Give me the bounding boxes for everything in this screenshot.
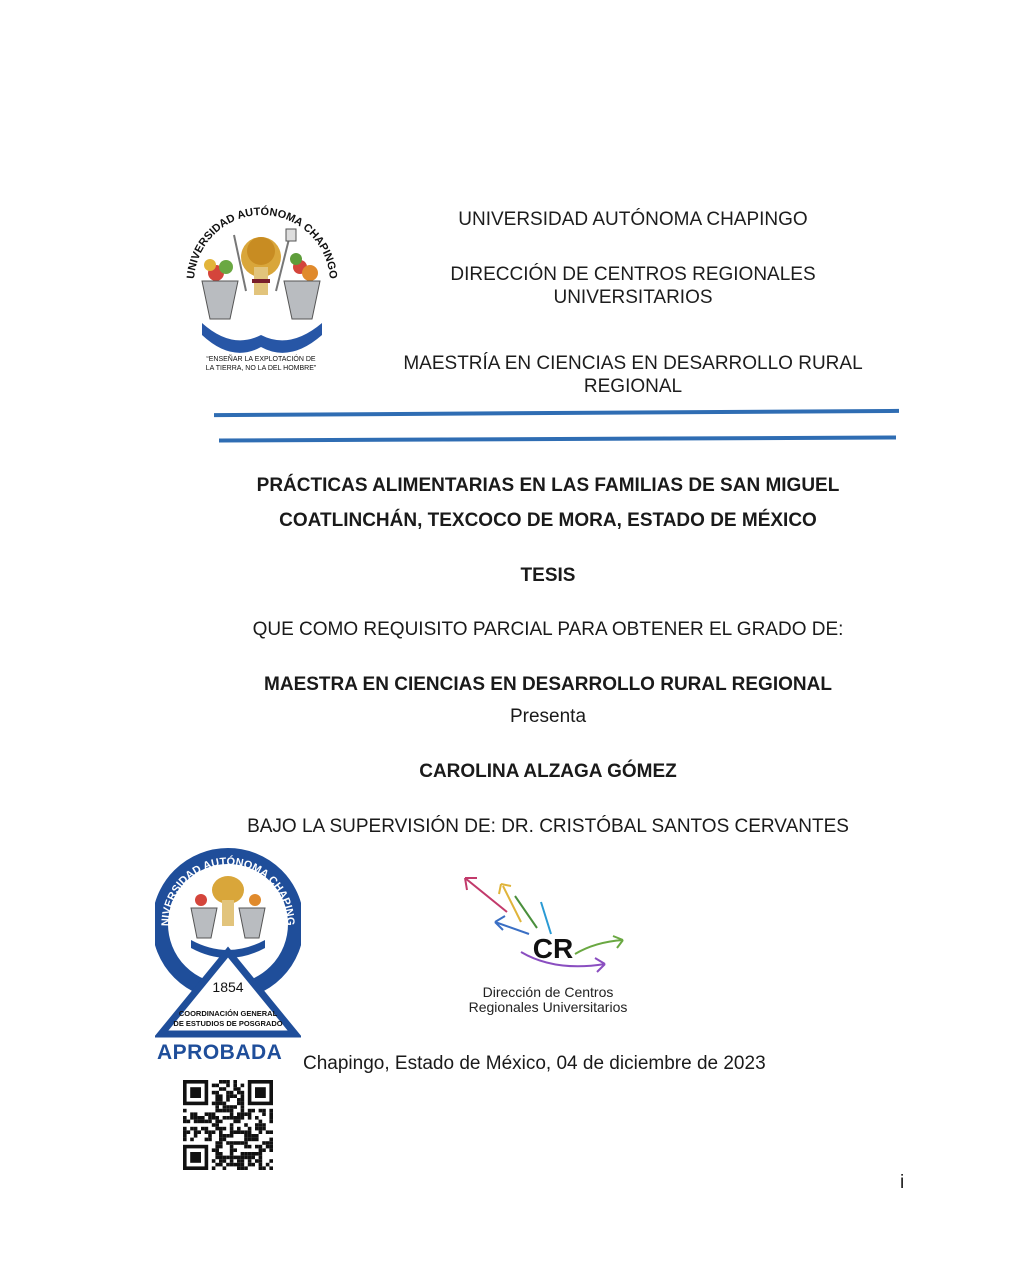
approval-status: APROBADA (157, 1041, 283, 1064)
seal-coord-line2: DE ESTUDIOS DE POSGRADO (173, 1019, 283, 1028)
qr-code (183, 1080, 273, 1170)
document-type: TESIS (520, 565, 576, 586)
seal-year: 1854 (212, 979, 244, 995)
direction-line2: UNIVERSITARIOS (553, 287, 713, 308)
requirement-text: QUE COMO REQUISITO PARCIAL PARA OBTENER EL GRADO DE: (252, 619, 844, 640)
presenta-label: Presenta (509, 706, 587, 727)
seal-coord-line1: COORDINACIÓN GENERAL (178, 1009, 278, 1018)
author-name: CAROLINA ALZAGA GÓMEZ (419, 761, 677, 782)
header-rule-bottom (219, 436, 896, 443)
dcru-caption-line1: Dirección de Centros (482, 984, 614, 1000)
wheat-sheaf-icon (241, 237, 281, 295)
logo-arc-text: UNIVERSIDAD AUTÓNOMA CHAPINGO (185, 205, 339, 280)
qr-code-icon (183, 1080, 273, 1170)
university-name: UNIVERSIDAD AUTÓNOMA CHAPINGO (458, 209, 808, 230)
logo-motto-line2: LA TIERRA, NO LA DEL HOMBRE” (205, 365, 317, 372)
degree-name: MAESTRA EN CIENCIAS EN DESARROLLO RURAL REGIONAL (264, 674, 832, 695)
header-rule-top (214, 409, 899, 417)
supervision-text: BAJO LA SUPERVISIÓN DE: DR. CRISTÓBAL SANTOS CERVANTES (247, 816, 849, 837)
program-line1: MAESTRÍA EN CIENCIAS EN DESARROLLO RURAL (403, 353, 863, 374)
university-logo (172, 195, 350, 380)
program-line2: REGIONAL (583, 376, 683, 397)
page-number: i (900, 1172, 905, 1193)
place-date: Chapingo, Estado de México, 04 de diciembre de 2023 (303, 1053, 766, 1074)
seal-emblem-icon (191, 876, 265, 958)
dcru-mark: CR (532, 933, 574, 964)
dcru-caption-line2: Regionales Universitarios (468, 999, 628, 1015)
thesis-title-line2: COATLINCHÁN, TEXCOCO DE MORA, ESTADO DE MÉXICO (279, 510, 817, 531)
dcru-logo (455, 872, 645, 1022)
postgrad-seal (155, 842, 301, 1042)
direction-line1: DIRECCIÓN DE CENTROS REGIONALES (450, 264, 816, 285)
seal-arc-text: NIVERSIDAD AUTÓNOMA CHAPING (159, 855, 297, 927)
thesis-title-line1: PRÁCTICAS ALIMENTARIAS EN LAS FAMILIAS DE SAN MIGUEL (256, 475, 840, 496)
logo-motto-line1: “ENSEÑAR LA EXPLOTACIÓN DE (206, 356, 316, 363)
